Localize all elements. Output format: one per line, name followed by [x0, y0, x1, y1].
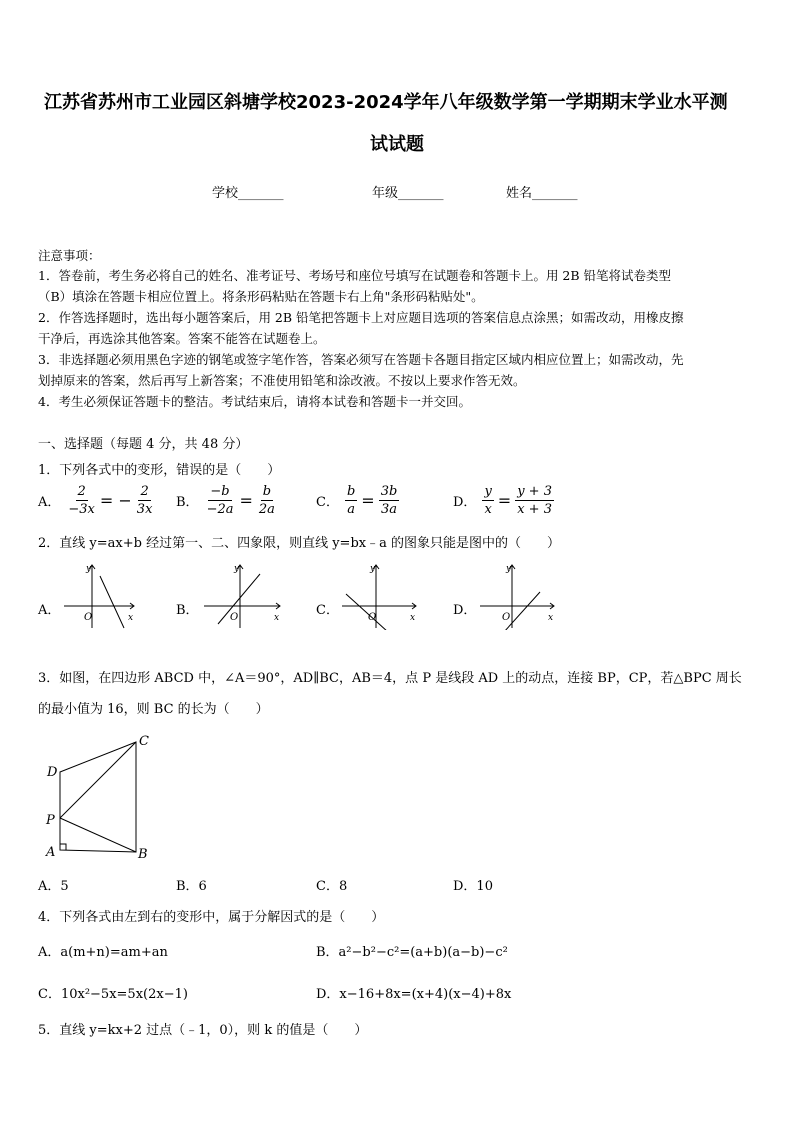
q3-quadrilateral-figure: [40, 728, 160, 860]
origin-label: O: [84, 612, 93, 623]
fraction: $\frac{y}{x}$: [484, 484, 492, 517]
option-label: D．: [453, 495, 477, 510]
point-c-label: C: [139, 734, 149, 749]
notice-line: （B）填涂在答题卡相应位置上。将条形码粘贴在答题卡右上角"条形码粘贴处"。: [38, 289, 484, 304]
q1-option-d: D． $\frac{y}{x}$ = $\frac{y + 3}{x + 3}$: [453, 484, 552, 517]
q2-graph-d: [474, 562, 558, 630]
point-a-label: A: [46, 845, 56, 860]
origin-label: O: [502, 612, 511, 623]
q4-option-c: C．10x²−5x=5x(2x−1): [38, 987, 188, 1002]
notice-line: 4．考生必须保证答题卡的整洁。考试结束后，请将本试卷和答题卡一并交回。: [38, 394, 471, 409]
q1-option-c: C． $\frac{b}{a}$ = $\frac{3b}{3a}$: [316, 484, 398, 517]
q2-graph-a: [58, 562, 138, 630]
q2-option-a-label: A．: [38, 603, 61, 618]
x-axis-label: x: [128, 613, 134, 623]
question-2-stem: 2．直线 y=ax+b 经过第一、二、四象限，则直线 y=bx﹣a 的图象只能是图中的（ ）: [38, 536, 560, 551]
fraction: $\frac{b}{a}$: [346, 484, 356, 517]
point-b-label: B: [138, 847, 148, 860]
point-p-label: P: [46, 813, 55, 828]
question-1-stem: 1．下列各式中的变形，错误的是（ ）: [38, 463, 281, 478]
x-axis-label: x: [548, 613, 554, 623]
fraction: $\frac{2}{3x}$: [136, 484, 153, 517]
origin-label: O: [230, 612, 239, 623]
page-title-line1: 江苏省苏州市工业园区斜塘学校2023-2024学年八年级数学第一学期期末学业水平测: [44, 92, 728, 113]
point-d-label: D: [47, 765, 58, 780]
q4-option-b: B．a²−b²−c²=(a+b)(a−b)−c²: [316, 945, 508, 960]
q2-option-b-label: B．: [176, 603, 199, 618]
q1-option-b: B． $\frac{-b}{-2a}$ = $\frac{b}{2a}$: [176, 484, 275, 517]
school-field: 学校_______: [212, 186, 284, 201]
fraction: $\frac{3b}{3a}$: [380, 484, 398, 517]
fraction: $\frac{y + 3}{x + 3}$: [517, 484, 552, 517]
y-axis-label: y: [506, 564, 512, 574]
q2-option-d-label: D．: [453, 603, 477, 618]
q2-graph-c: [336, 562, 420, 630]
notice-heading: 注意事项：: [38, 248, 101, 263]
notice-line: 划掉原来的答案，然后再写上新答案；不准使用铅笔和涂改液。不按以上要求作答无效。: [38, 373, 526, 388]
q1-option-a: A． $\frac{2}{-3x}$ = − $\frac{2}{3x}$: [38, 484, 153, 517]
q4-option-a: A．a(m+n)=am+an: [38, 945, 168, 960]
q4-option-d: D．x−16+8x=(x+4)(x−4)+8x: [316, 987, 512, 1002]
fraction: $\frac{-b}{-2a}$: [206, 484, 234, 517]
y-axis-label: y: [86, 564, 92, 574]
origin-label: O: [368, 612, 377, 623]
question-5-stem: 5．直线 y=kx+2 过点（﹣1，0），则 k 的值是（ ）: [38, 1023, 368, 1038]
fraction: $\frac{2}{-3x}$: [68, 484, 95, 517]
notice-line: 干净后，再选涂其他答案。答案不能答在试题卷上。: [38, 331, 326, 346]
q2-graph-b: [198, 562, 284, 630]
y-axis-label: y: [234, 564, 240, 574]
x-axis-label: x: [274, 613, 280, 623]
q3-option-c: C．8: [316, 879, 348, 894]
grade-field: 年级_______: [372, 186, 444, 201]
q3-option-a: A．5: [38, 879, 69, 894]
q3-option-d: D．10: [453, 879, 493, 894]
notice-line: 1．答卷前，考生务必将自己的姓名、准考证号、考场号和座位号填写在试题卷和答题卡上。用 2B 铅笔将试卷类型: [38, 268, 672, 283]
q2-option-c-label: C．: [316, 603, 339, 618]
question-4-stem: 4．下列各式由左到右的变形中，属于分解因式的是（ ）: [38, 910, 385, 925]
section-heading: 一、选择题（每题 4 分，共 48 分）: [38, 437, 249, 452]
page-title-line2: 试试题: [370, 134, 424, 155]
q3-option-b: B．6: [176, 879, 207, 894]
option-label: B．: [176, 495, 199, 510]
fraction: $\frac{b}{2a}$: [258, 484, 275, 517]
option-label: C．: [316, 495, 339, 510]
notice-line: 3．非选择题必须用黑色字迹的钢笔或签字笔作答，答案必须写在答题卡各题目指定区域内相应位置上；如需改动，先: [38, 352, 684, 367]
x-axis-label: x: [410, 613, 416, 623]
option-label: A．: [38, 495, 61, 510]
notice-line: 2．作答选择题时，选出每小题答案后，用 2B 铅笔把答题卡上对应题目选项的答案信息点涂黑；如需改动，用橡皮擦: [38, 310, 684, 325]
name-field: 姓名_______: [506, 186, 578, 201]
question-3-stem-line1: 3．如图，在四边形 ABCD 中，∠A＝90°，AD∥BC，AB＝4，点 P 是线段 AD 上的动点，连接 BP，CP，若△BPC 周长: [38, 671, 742, 686]
question-3-stem-line2: 的最小值为 16，则 BC 的长为（ ）: [38, 702, 269, 717]
y-axis-label: y: [370, 564, 376, 574]
